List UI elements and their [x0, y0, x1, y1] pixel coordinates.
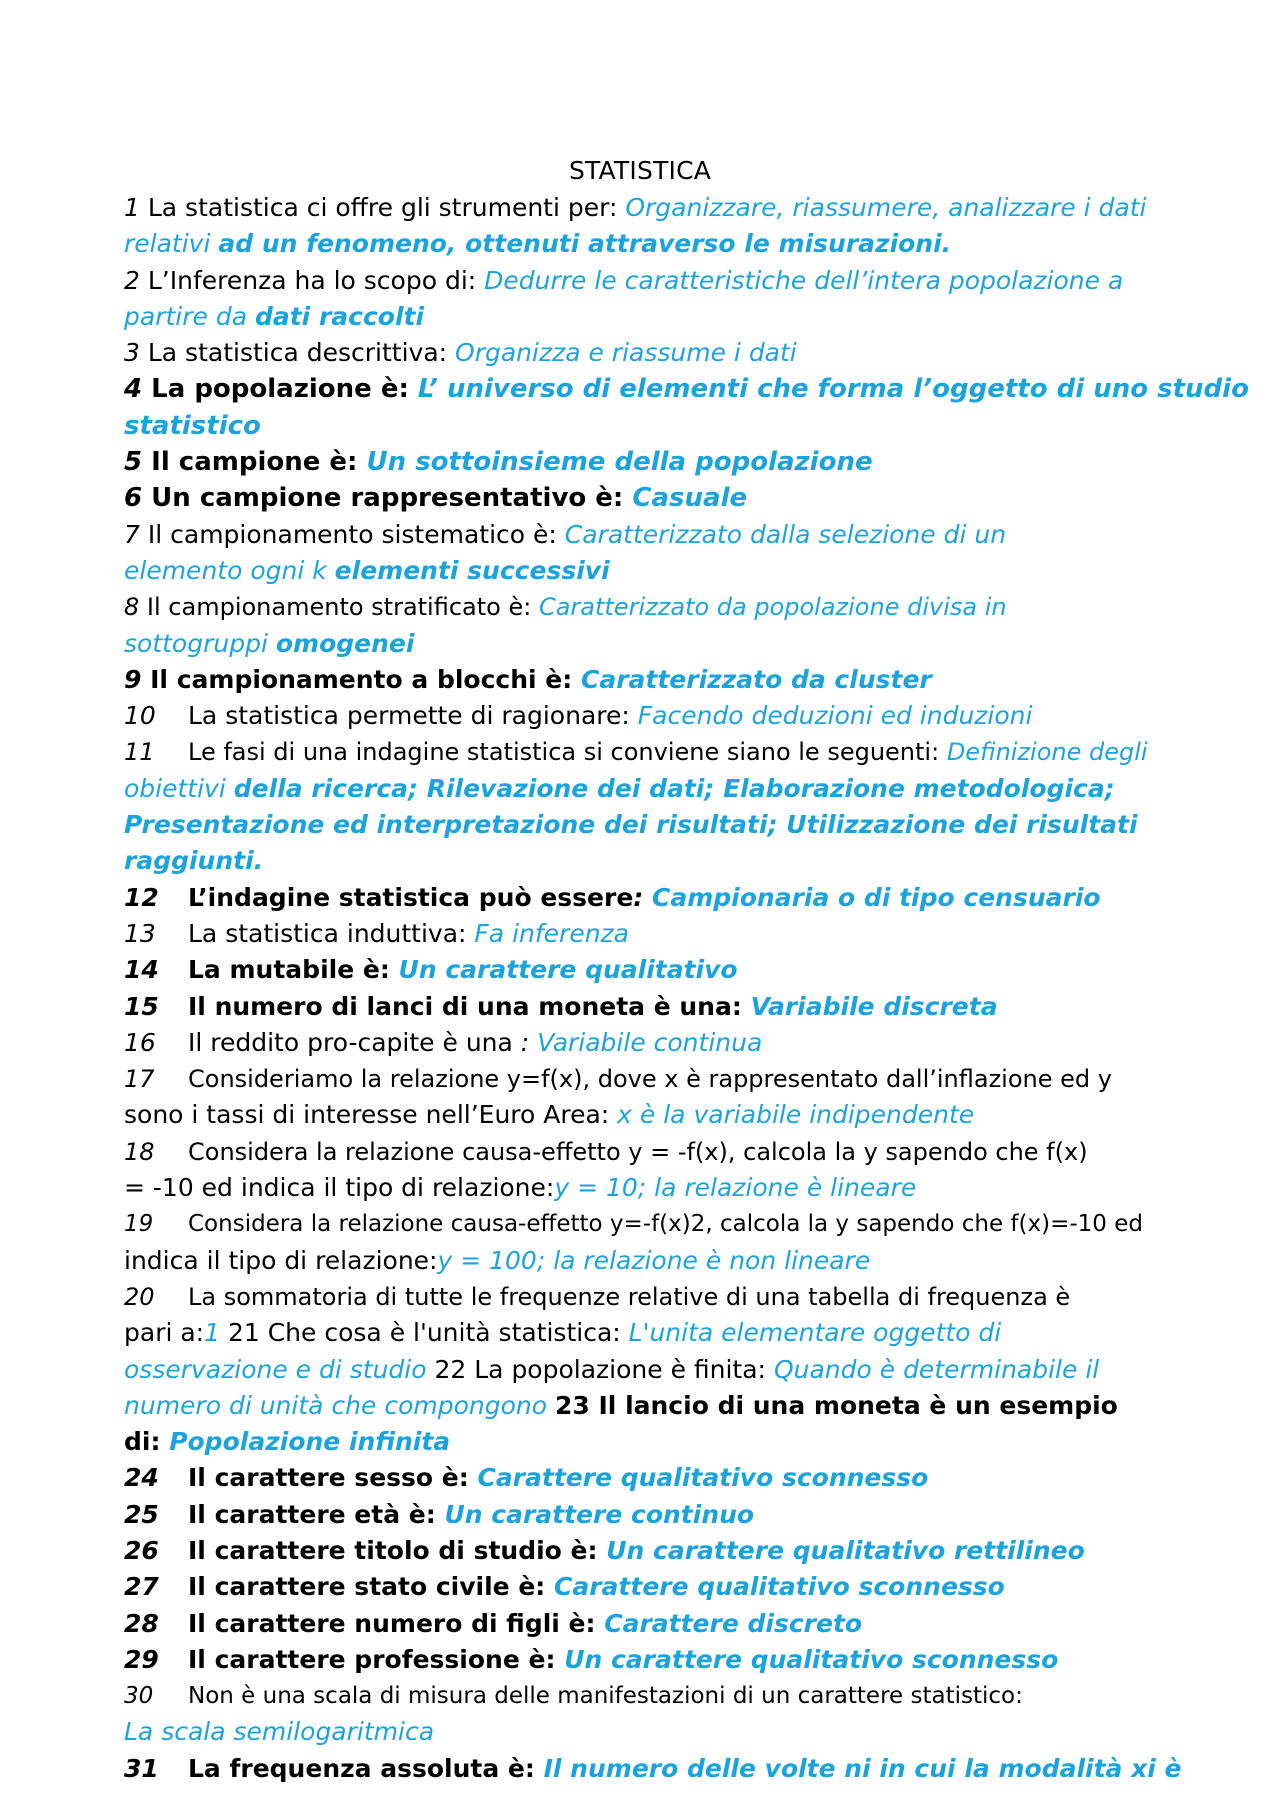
list-item: 7 Il campionamento sistematico è: Caratterizzato dalla selezione di un: [124, 519, 1007, 549]
list-item: 12 L’indagine statistica può essere: Campionaria o di tipo censuario: [124, 882, 1101, 912]
list-item: 20 La sommatoria di tutte le frequenze relative di una tabella di frequenza è: [124, 1282, 1071, 1311]
list-item: 4 La popolazione è: L’ universo di elementi che forma l’oggetto di uno studio: [124, 374, 1249, 405]
list-item-continuation: obiettivi della ricerca; Rilevazione dei dati; Elaborazione metodologica;: [124, 773, 1115, 803]
list-item: 28 Il carattere numero di figli è: Carattere discreto: [124, 1608, 863, 1638]
list-item: 25 Il carattere età è: Un carattere continuo: [124, 1499, 755, 1529]
list-item: 1 La statistica ci offre gli strumenti per: Organizzare, riassumere, analizzare i dati: [124, 193, 1147, 222]
list-item: 10 La statistica permette di ragionare: Facendo deduzioni ed induzioni: [124, 701, 1033, 731]
list-item: 27 Il carattere stato civile è: Carattere qualitativo sconnesso: [124, 1572, 1005, 1602]
list-item-continuation: di: Popolazione infinita: [124, 1427, 451, 1457]
list-item: 14 La mutabile è: Un carattere qualitativo: [124, 955, 738, 985]
list-item: 16 Il reddito pro-capite è una : Variabile continua: [124, 1027, 763, 1057]
list-item: 26 Il carattere titolo di studio è: Un carattere qualitativo rettilineo: [124, 1535, 1085, 1565]
list-item-continuation: sottogruppi omogenei: [124, 628, 415, 658]
list-item: 15 Il numero di lanci di una moneta è una: Variabile discreta: [124, 991, 998, 1021]
list-item-continuation: sono i tassi di interesse nell’Euro Area: x è la variabile indipendente: [124, 1100, 975, 1130]
list-item-continuation: pari a:1 21 Che cosa è l'unità statistica: L'unita elementare oggetto di: [124, 1318, 1002, 1348]
list-item: 3 La statistica descrittiva: Organizza e riassume i dati: [124, 338, 797, 368]
list-item: 6 Un campione rappresentativo è: Casuale: [124, 483, 748, 514]
question-list: [124, 190, 1249, 1787]
list-item-continuation: relativi ad un fenomeno, ottenuti attraverso le misurazioni.: [124, 229, 952, 259]
list-item: 29 Il carattere professione è: Un carattere qualitativo sconnesso: [124, 1644, 1059, 1674]
list-item: 11 Le fasi di una indagine statistica si conviene siano le seguenti: Definizione degli: [124, 738, 1148, 767]
list-item-continuation: indica il tipo di relazione:y = 100; la relazione è non lineare: [124, 1245, 871, 1275]
list-item-continuation: raggiunti.: [124, 846, 264, 876]
page-title: STATISTICA: [568, 156, 712, 185]
list-item: 30 Non è una scala di misura delle manifestazioni di un carattere statistico:: [124, 1683, 1023, 1710]
list-item: 19 Considera la relazione causa-effetto y=-f(x)2, calcola la y sapendo che f(x)=-10 ed: [124, 1211, 1143, 1238]
list-item-continuation: statistico: [124, 410, 261, 441]
list-item: 9 Il campionamento a blocchi è: Caratterizzato da cluster: [124, 664, 932, 694]
list-item: 31 La frequenza assoluta è: Il numero delle volte ni in cui la modalità xi è: [124, 1753, 1182, 1783]
list-item-continuation: Presentazione ed interpretazione dei risultati; Utilizzazione dei risultati: [124, 810, 1138, 840]
list-item: 5 Il campione è: Un sottoinsieme della popolazione: [124, 447, 873, 478]
list-item: 13 La statistica induttiva: Fa inferenza: [124, 918, 629, 948]
list-item-continuation: elemento ogni k elementi successivi: [124, 555, 610, 585]
list-item-continuation: La scala semilogaritmica: [124, 1717, 435, 1747]
list-item-continuation: partire da dati raccolti: [124, 301, 425, 331]
list-item: 18 Considera la relazione causa-effetto y = -f(x), calcola la y sapendo che f(x): [124, 1137, 1088, 1166]
list-item: 17 Consideriamo la relazione y=f(x), dove x è rappresentato dall’inflazione ed y: [124, 1065, 1112, 1094]
list-item: 24 Il carattere sesso è: Carattere qualitativo sconnesso: [124, 1463, 929, 1493]
list-item: 2 L’Inferenza ha lo scopo di: Dedurre le caratteristiche dell’intera popolazione a: [124, 265, 1124, 295]
list-item-continuation: osservazione e di studio 22 La popolazione è finita: Quando è determinabile il: [124, 1354, 1100, 1384]
list-item-continuation: = -10 ed indica il tipo di relazione:y = 10; la relazione è lineare: [124, 1173, 917, 1203]
list-item: 8 Il campionamento stratificato è: Caratterizzato da popolazione divisa in: [124, 593, 1007, 622]
list-item-continuation: numero di unità che compongono 23 Il lancio di una moneta è un esempio: [124, 1390, 1118, 1420]
